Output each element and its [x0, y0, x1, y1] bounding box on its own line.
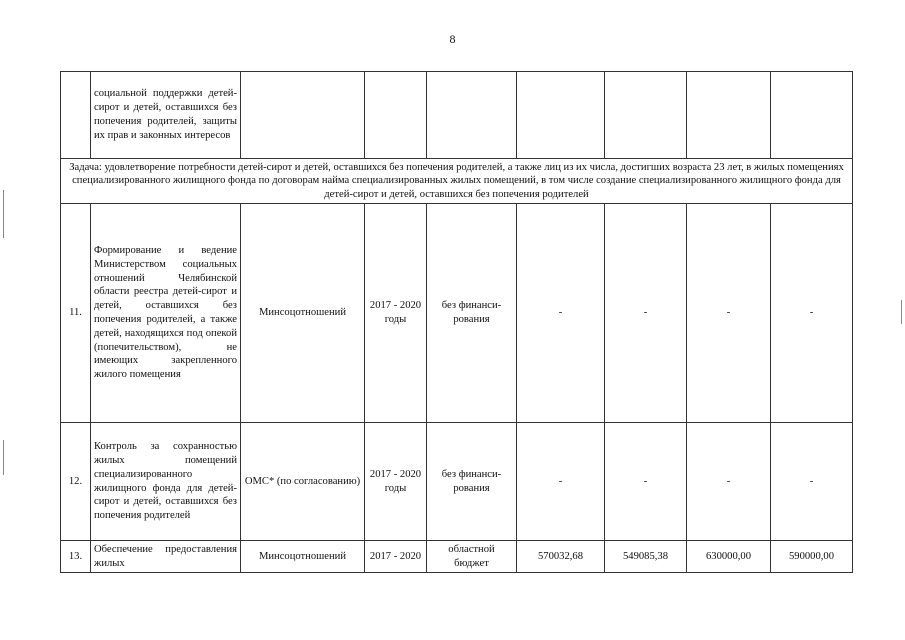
- value-2017: -: [517, 423, 605, 541]
- funding-source: областной бюджет: [427, 541, 517, 573]
- value-2020: -: [771, 204, 853, 423]
- value-2018: 549085,38: [605, 541, 687, 573]
- empty-cell: [241, 72, 365, 159]
- value-2018: -: [605, 204, 687, 423]
- empty-cell: [605, 72, 687, 159]
- value-2020: -: [771, 423, 853, 541]
- value-2020: 590000,00: [771, 541, 853, 573]
- task-row: [61, 159, 853, 204]
- funding-source: без финанси-рования: [427, 204, 517, 423]
- row-number: 12.: [61, 423, 91, 541]
- empty-cell: [517, 72, 605, 159]
- value-2017: 570032,68: [517, 541, 605, 573]
- table-row: [61, 204, 853, 423]
- right-scan-mark: [901, 300, 902, 324]
- table-row: [61, 423, 853, 541]
- value-2019: -: [687, 423, 771, 541]
- measure-name: Формирование и ведение Министерством социальных отношений Челябинской области реестра детей-сирот и детей, оставшихся без попечения родителей, а также детей, находящихся под опекой (попечительством), не имеющих закрепленного жилого помещения: [91, 204, 241, 423]
- empty-cell: [687, 72, 771, 159]
- executor: Минсоцотношений: [241, 541, 365, 573]
- measure-name: Обеспечение предоставления жилых: [91, 541, 241, 573]
- empty-cell: [427, 72, 517, 159]
- period: 2017 - 2020 годы: [365, 423, 427, 541]
- executor: Минсоцотношений: [241, 204, 365, 423]
- measure-name: Контроль за сохранностью жилых помещений специализированного жилищного фонда для детей-сирот и детей, оставшихся без попечения родителей: [91, 423, 241, 541]
- executor: ОМС* (по согласованию): [241, 423, 365, 541]
- funding-source: без финанси-рования: [427, 423, 517, 541]
- value-2017: -: [517, 204, 605, 423]
- value-2019: 630000,00: [687, 541, 771, 573]
- table-row: [61, 541, 853, 573]
- row-number: 11.: [61, 204, 91, 423]
- page-number: 8: [449, 32, 456, 46]
- value-2019: -: [687, 204, 771, 423]
- value-2018: -: [605, 423, 687, 541]
- row-number: 13.: [61, 541, 91, 573]
- task-text: Задача: удовлетворение потребности детей-сирот и детей, оставшихся без попечения родителей, а также лиц из их числа, достигших возраста 23 лет, в жилых помещениях специализированного жилищного фонда по договорам найма специализированных жилых помещений, в том числе создание специализированного жилищного фонда для детей-сирот и детей, оставшихся без попечения родителей: [61, 159, 853, 204]
- row-name-cell: социальной поддержки детей-сирот и детей, оставшихся без попечения родителей, защиты их прав и законных интересов: [91, 72, 241, 159]
- left-scan-mark: [3, 440, 4, 475]
- program-table: [60, 71, 853, 573]
- period: 2017 - 2020: [365, 541, 427, 573]
- table-row-continued: [61, 72, 853, 159]
- empty-cell: [771, 72, 853, 159]
- period: 2017 - 2020 годы: [365, 204, 427, 423]
- left-scan-mark: [3, 190, 4, 238]
- row-number-cell: [61, 72, 91, 159]
- empty-cell: [365, 72, 427, 159]
